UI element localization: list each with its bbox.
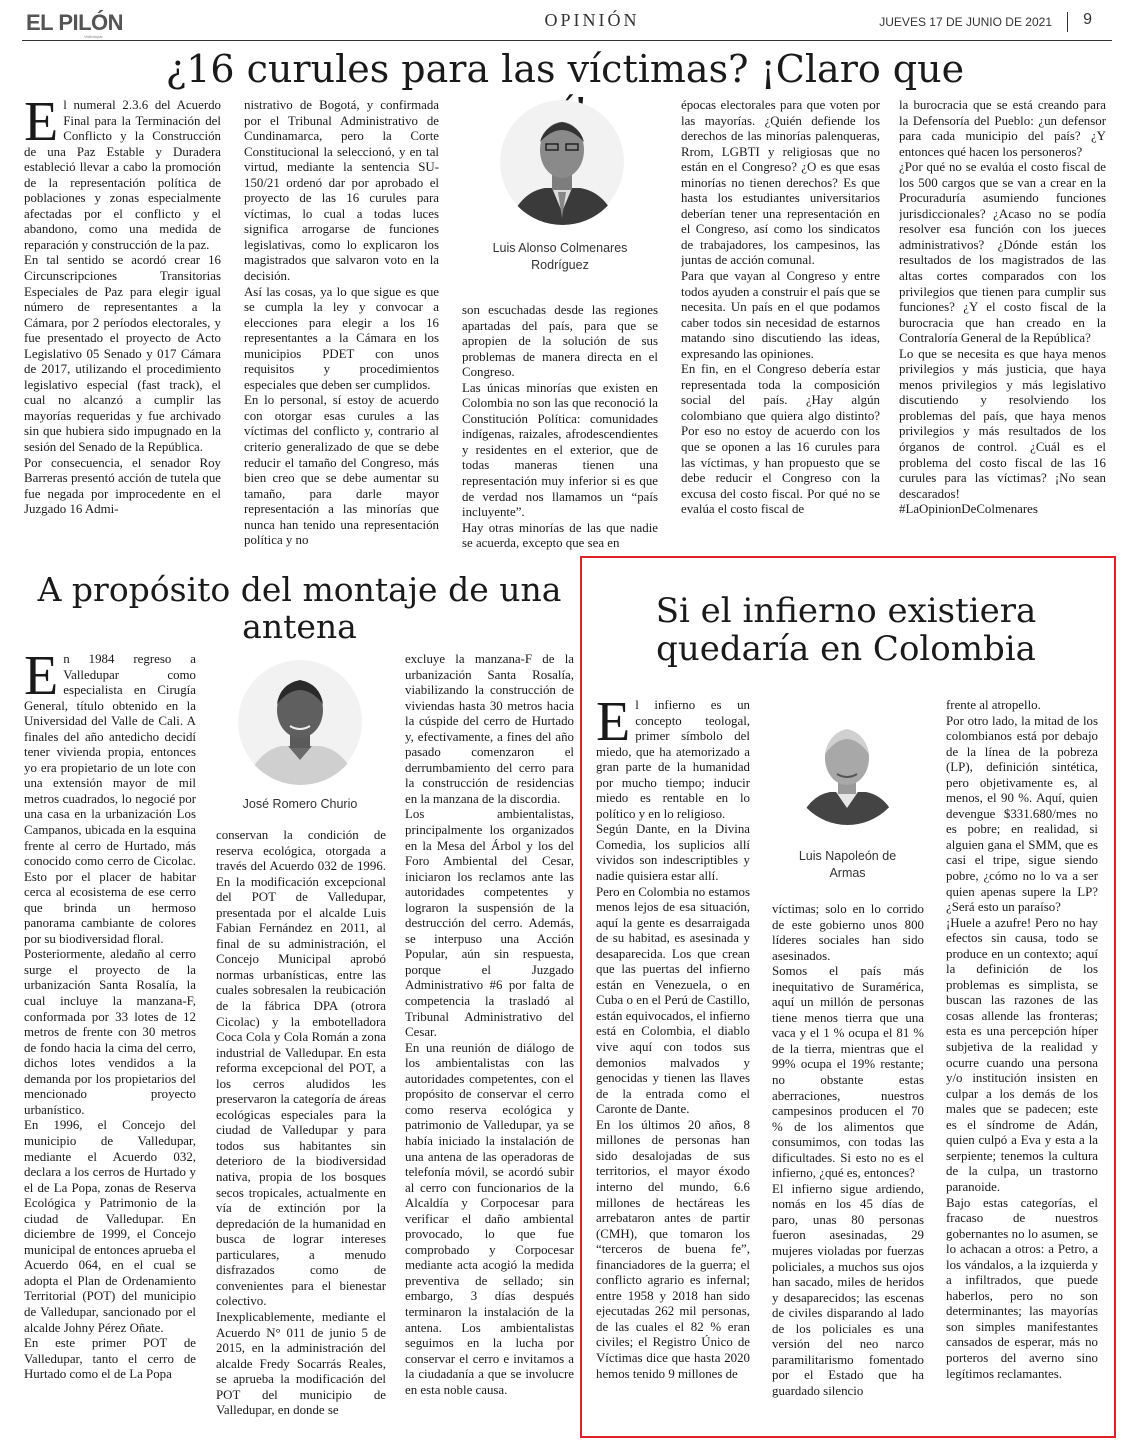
article3-col1-text: l infierno es un concepto teologal, primer símbolo del miedo, que ha atemorizado a gran parte de la humanidad por mucho tiempo; inducir miedo es rentable en lo político y en lo religioso. Según Dante, en la Divina Comedia, los suplicios allí vividos son indescriptibles y nadie quisiera estar allí. Pero en Colombia no estamos menos lejos de esa situación, aquí la gente es desarraigada de su habitad, es asesinada y desaparecida. Los que crean que las puertas del infierno están en Venezuela, o en Cuba o en el Perú de Castillo, están equivocados, el infierno está en Colombia, el diablo vive aquí con todos sus demonios malvados y genocidas y tienen las llaves de la entrada como el Caronte de Dante. En los últimos 20 años, 8 millones de personas han sido desalojadas de sus territorios, el mayor éxodo interno del mundo, 6.6 millones de hectáreas les arrebataron antes de partir (CMH), que tomaron los “terceros de buena fe”, financiadores de la guerra; el conflicto agrario es infernal; entre 1958 y 2018 han sido ejecutadas 262 mil personas, de las cuales el 82 % eran civiles; el Registro Único de Víctimas dice que hasta 2020 hemos tenido 9 millones de <box>596 698 750 1381</box>
article2-byline: José Romero Churio <box>242 797 358 811</box>
article2-dropcap: E <box>24 652 59 707</box>
article1-dropcap: E <box>24 98 59 153</box>
masthead <box>22 8 1112 41</box>
article3-byline <box>775 848 920 882</box>
article1-col4: épocas electorales para que voten por las mayorías. ¿Quién defiende los derechos de las minorías palenqueras, Rrom, LGBTI y religiosas que no están en el Congreso? ¿O es que esas minorías no tienen derechos? Es que hasta los estudiantes universitarios deberían tener una representación en el Congreso, así como los sindicatos de trabajadores, los campesinos, las juntas de acción comunal. Para que vayan al Congreso y entre todos ayuden a construir el país que se necesita. Un país en el que podamos caber todos sin necesidad de estarnos matando sino discutiendo las ideas, expresando las opiniones. En fin, en el Congreso debería estar representada toda la composición social del país. ¿Hay algún colombiano que quiera algo distinto? Por eso no estoy de acuerdo con los que se oponen a las 16 curules para las víctimas, y han propuesto que se debe reducir el Congreso con la excusa del costo fiscal. Por qué no se evalúa el costo fiscal de <box>681 98 880 517</box>
newspaper-logo-sub: Valledupar <box>84 34 103 39</box>
article3-title-line2: quedaría en Colombia <box>656 629 1036 670</box>
author-photo-de-armas <box>790 710 905 825</box>
article3-author-line1: Luis Napoleón de <box>798 849 897 863</box>
issue-date: JUEVES 17 DE JUNIO DE 2021 <box>879 15 1052 29</box>
newspaper-logo: EL PILÓN <box>26 10 124 35</box>
portrait-image <box>790 710 905 825</box>
article3-dropcap: E <box>596 698 631 753</box>
article3-author-line2: Armas <box>829 866 866 880</box>
article1-col2: nistrativo de Bogotá, y confirmada por el Tribunal Administrativo de Cundinamarca, pero la Corte Constitucional la seleccionó, y en tal virtud, mediante la sentencia SU-150/21 ordenó dar por aprobado el proyecto de las 16 curules para víctimas, lo cual a todas luces significa arrogarse de funciones legislativas, como lo explicaron los magistrados que salvaron voto en la decisión. Así las cosas, ya lo que sigue es que se cumpla la ley y convocar a elecciones para elegir a los 16 representantes a la Cámara en los municipios PDET con unos requisitos y procedimientos especiales que deben ser cumplidos. En lo personal, sí estoy de acuerdo con otorgar esas curules a las víctimas del conflicto y, contrario al criterio generalizado de que se debe reducir el tamaño del Congreso, más bien creo que se debe aumentar su tamaño, para darle mayor representación a las minorías que nunca han tenido una representación política y no <box>244 98 439 548</box>
article2-col3: excluye la manzana-F de la urbanización Santa Rosalía, viabilizando la construcción de viviendas hasta 30 metros hacia la cúspide del cerro de Hurtado y, efectivamente, a fines del año pasado comenzaron el derrumbamiento del cerro para la construcción de residencias en la manzana de la discordia. Los ambientalistas, principalmente los organizados en la Mesa del Árbol y los del Foro Ambiental del Cesar, iniciaron los reclamos ante las autoridades competentes y lograron la suspensión de la destrucción del cerro. Además, se interpuso una Acción Popular, aún sin respuesta, porque el Juzgado Administrativo #6 por falta de competencia la trasladó al Tribunal Administrativo del Cesar. En una reunión de diálogo de los ambientalistas con las autoridades competentes, con el propósito de conservar el cerro como reserva ecológica y patrimonio de Valledupar, ya se había iniciado la instalación de una antena de las operadoras de telefonía móvil, se acordó subir al cerro con funcionarios de la Alcaldía y Corpocesar para verificar el daño ambiental provocado, lo que fue comprobado y Corpocesar mediante acta acogió la medida preventiva de sellado; sin embargo, 3 días después terminaron la instalación de la antena. Los ambientalistas seguimos en la lucha por conservar el cerro e invitamos a la ciudadanía a que se involucre en esta noble causa. <box>405 652 574 1397</box>
article1-author-line2: Rodríguez <box>531 258 589 272</box>
masthead-divider <box>1067 12 1068 32</box>
author-photo-colmenares <box>500 100 625 225</box>
author-photo-romero <box>238 660 363 785</box>
article3-title <box>600 592 1092 668</box>
article1-col1 <box>24 98 221 550</box>
article2-title: A propósito del montaje de una antena <box>37 570 562 646</box>
article3-col1 <box>596 698 750 1426</box>
article1-col1-text: l numeral 2.3.6 del Acuerdo Final para la Terminación del Conflicto y la Construcción de una Paz Estable y Duradera estableció llevar a cabo la promoción de la representación política de poblaciones y zonas especialmente afectadas por el conflicto y el abandono, como una medida de reparación y construcción de la paz. En tal sentido se acordó crear 16 Circunscripciones Transitorias Especiales de Paz para elegir igual número de representantes a la Cámara, por 2 períodos electorales, y fue presentado el proyecto de Acto Legislativo 05 Senado y 017 Cámara de 2017, utilizando el procedimiento legislativo especial (fast track), el cual no alcanzó a cumplir las mayorías requeridas y fue archivado sin que hubiera sido impugnado en la sesión del Senado de la República. Por consecuencia, el senador Roy Barreras presentó acción de tutela que fue negada por improcedente en el Juzgado 16 Admi- <box>24 98 221 517</box>
portrait-image <box>238 660 363 785</box>
section-title: OPINIÓN <box>544 10 640 30</box>
article1-author-line1: Luis Alonso Colmenares <box>492 241 628 255</box>
article1-byline <box>470 240 650 274</box>
article2-col1 <box>24 652 196 1434</box>
article3-col3: frente al atropello. Por otro lado, la mitad de los colombianos está por debajo de la línea de la pobreza (LP), definición sintética, pero objetivamente es, al menos, el 90 %. Aquí, quien devengue $331.680/mes no es pobre; en realidad, si alguien gana el SMM, que es casi el tripe, sigue siendo pobre, ¿cómo no lo va a ser quien apenas supere la LP? ¿Será esto un paraíso? ¡Huele a azufre! Pero no hay efectos sin causa, todo se produce en un contexto; aquí la definición de los problemas es simplista, se buscan las razones de las cosas allende las fronteras; esta es una percepción híper subjetiva de la realidad y ocurre cuando una persona y/o institución insisten en culpar a los demás de los males que se padecen; este es el síndrome de Adán, quien culpó a Eva y esta a la serpiente; tenemos la cultura de la culpa, un trastorno paranoide. Bajo estas categorías, el fracaso de nuestros gobernantes no lo asumen, se lo achacan a otros: a Petro, a los vándalos, a la izquierda y a infiltrados, que puede haberlos, pero no son determinantes; las mayorías son simples manifestantes cansados de esperar, más no porteros del averno sino legítimos reclamantes. <box>946 698 1098 1381</box>
article3-col2: víctimas; solo en lo corrido de este gobierno unos 800 líderes sociales han sido asesinados. Somos el país más inequitativo de Suramérica, aquí un millón de personas tiene menos tierra que una vaca y el 1 % ocupa el 81 % de la tierra, mientras que el 99% ocupa el 19% restante; no obstante estas aberraciones, nuestros campesinos producen el 70 % de los alimentos que consumimos, con todas las dificultades. Si esto no es el infierno, ¿qué es, entonces? El infierno sigue ardiendo, nomás en los 45 días de paro, unas 80 personas fueron asesinadas, 29 mujeres violadas por fuerzas policiales, a muchos sus ojos han sacado, miles de heridos y desaparecidos; las escenas de civiles disparando al lado de los policiales es una versión del neo narco paramilitarismo fomentado por el Estado que ha guardado silencio <box>772 902 924 1398</box>
article2-col2: conservan la condición de reserva ecológica, otorgada a través del Acuerdo 032 de 1996. En la modificación excepcional del POT de Valledupar, presentada por el alcalde Luis Fabian Fernández en 2011, al final de su administración, el Concejo Municipal aprobó normas urbanísticas, entre las cuales sobresalen la reubicación de la fábrica DPA (otrora Cicolac) y la embotelladora Coca Cola y Cola Román a zona industrial de Valledupar. En esta reforma excepcional del POT, a los cerros aludidos les preservaron la categoría de áreas ecológicas especiales para la ciudad de Valledupar y para todos sus habitantes sin deterioro de la biodiversidad nativa, propia de los bosques secos tropicales, actualmente en vía de extinción por la depredación de la humanidad en busca de lograr intereses particulares, a menudo disfrazados como de convenientes para el bienestar colectivo. Inexplicablemente, mediante el Acuerdo N° 011 de junio 5 de 2015, en la administración del alcalde Fredy Socarrás Reales, se aprueba la modificación del POT del municipio de Valledupar, en donde se <box>216 828 386 1418</box>
article1-title: ¿16 curules para las víctimas? ¡Claro que <box>165 47 965 91</box>
article3-title-line1: Si el infierno existiera <box>655 591 1037 631</box>
article1-col5: la burocracia que se está creando para la Defensoría del Pueblo: ¿un defensor para cada municipio del país? ¿Y entonces qué hacen los personeros? ¿Por qué no se evalúa el costo fiscal de los 500 cargos que se van a crear en la Procuraduría asumiendo funciones jurisdiccionales? ¿Acaso no se podía resolver esa función con los jueces administrativos? ¿Dónde están los resultados de los magistrados de las altas cortes comparados con los privilegios que tienen para cumplir sus funciones? ¿Y el costo fiscal de la burocracia que han creado en la Contraloría General de la República? Lo que se necesita es que haya menos privilegios y más justicia, que haya menos privilegios y más legislativo discutiendo y resolviendo los problemas del país, que haya menos privilegios y más resultados de los órganos de control. ¿Cuál es el problema del costo fiscal de las 16 curules para las víctimas? ¡No sean descarados! #LaOpinionDeColmenares <box>899 98 1106 517</box>
page-number: 9 <box>1083 11 1092 28</box>
article2-col1-text: n 1984 regreso a Valledupar como especialista en Cirugía General, título obtenido en la Universidad del Valle de Cali. A finales del año antedicho decidí tener vivienda propia, entonces yo era propietario de un lote con una extensión mayor de mil metros cuadrados, lo negocié por una casa en la urbanización Los Campanos, ubicada en la esquina frente al cerro de Hurtado, más conocido como cerro de Cicolac. Esto por el placer de habitar cerca al ecosistema de ese cerro que brinda un hermoso panorama cambiante de colores por su biodiversidad floral. Posteriormente, aledaño al cerro surge el proyecto de la urbanización Santa Rosalía, la cual incluye la manzana-F, conformada por 33 lotes de 12 metros de frente con 30 metros de fondo hacia la cima del cerro, dichos lotes vendidos a la demanda por los propietarios del mencionado proyecto urbanístico. En 1996, el Concejo del municipio de Valledupar, mediante el Acuerdo 032, declara a los cerros de Hurtado y el de La Popa, zonas de Reserva Ecológica y Patrimonio de la ciudad de Valledupar. En diciembre de 1999, el Concejo municipal de entonces aprueba el Acuerdo 064, en el cual se adopta el Plan de Ordenamiento Territorial (POT) del municipio de Valledupar, sancionado por el alcalde Johny Pérez Oñate. En este primer POT de Valledupar, tanto el cerro de Hurtado como el de La Popa <box>24 652 196 1382</box>
portrait-image <box>500 100 625 225</box>
article1-col3: son escuchadas desde las regiones apartadas del país, para que se apropien de la solución de sus problemas de manera directa en el Congreso. Las únicas minorías que existen en Colombia no son las que reconoció la Constitución Política: comunidades indígenas, raizales, afrodescendientes y residentes en el exterior, que de todas maneras tienen una representación muy inferior si es que de verdad nos llamamos un “país incluyente”. Hay otras minorías de las que nadie se acuerda, excepto que sea en <box>462 303 658 550</box>
